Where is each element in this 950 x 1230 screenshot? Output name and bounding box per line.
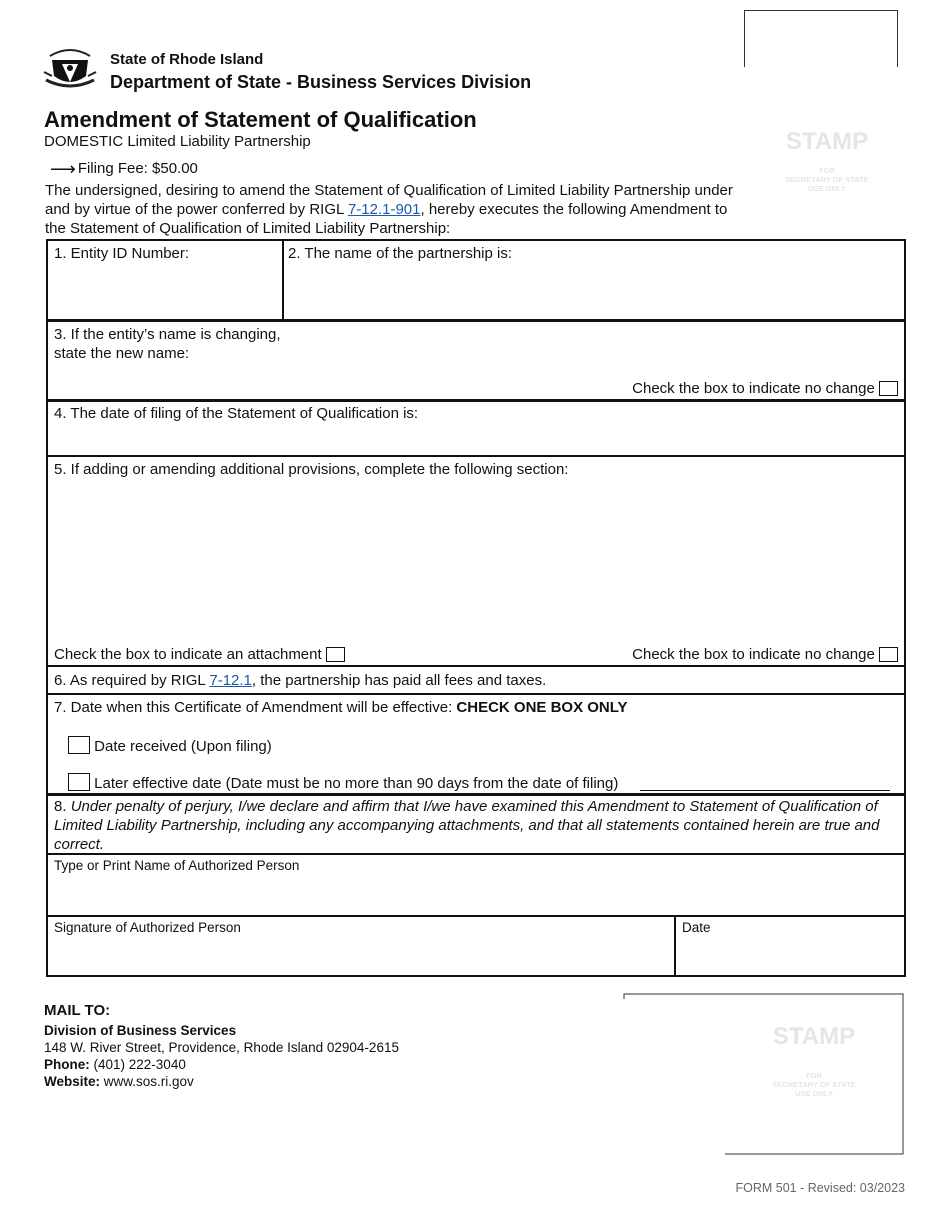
intro-text-end: , hereby executes the following Amendment to the Statement of Qualification of Limited Liability Partnership: bbox=[45, 201, 728, 237]
rigl-link-7-12-1[interactable]: 7-12.1 bbox=[209, 672, 252, 689]
phone-number: (401) 222-3040 bbox=[93, 1057, 186, 1072]
filing-fee-text: Filing Fee: $50.00 bbox=[77, 160, 198, 177]
perjury-declaration bbox=[54, 797, 900, 854]
declaration-text: Under penalty of perjury, I/we declare and affirm that I/we have examined this Amendment to Statement of Qualification of Limited Liability Partnership, including any accompanying attachments, and that all statements contained herein are true and correct. bbox=[54, 798, 880, 853]
fees-paid-statement bbox=[54, 672, 546, 689]
later-date-checkbox[interactable] bbox=[68, 773, 90, 791]
attachment-checkbox[interactable] bbox=[326, 647, 345, 662]
effective-date-label bbox=[54, 699, 628, 716]
stamp-line-2-bottom: SECRETARY OF STATE bbox=[772, 1080, 856, 1089]
partnership-name-label: 2. The name of the partnership is: bbox=[288, 245, 513, 262]
partnership-name-field[interactable] bbox=[288, 263, 898, 315]
no-change-name-checkbox[interactable] bbox=[879, 381, 898, 396]
phone-label: Phone: bbox=[44, 1057, 90, 1072]
mail-to-block bbox=[44, 1002, 399, 1090]
new-name-label-line-2: state the new name: bbox=[54, 345, 190, 362]
new-name-label bbox=[54, 325, 281, 363]
later-date-field[interactable] bbox=[640, 789, 890, 791]
entity-id-field[interactable] bbox=[54, 263, 278, 315]
stamp-line-1: FOR bbox=[819, 166, 835, 175]
stamp-area-bottom bbox=[739, 1023, 889, 1098]
form-number: FORM 501 - Revised: 03/2023 bbox=[735, 1181, 905, 1195]
amendment-form bbox=[46, 239, 906, 977]
mail-to-heading: MAIL TO: bbox=[44, 1002, 111, 1019]
option-later-date-row bbox=[68, 773, 618, 792]
print-name-field[interactable] bbox=[54, 877, 894, 911]
website-line bbox=[44, 1073, 399, 1090]
date-label: Date bbox=[682, 920, 711, 935]
no-change-provisions-label: Check the box to indicate no change bbox=[632, 646, 875, 663]
filing-date-field[interactable] bbox=[54, 425, 894, 451]
phone-line bbox=[44, 1056, 399, 1073]
check-one-box-only: CHECK ONE BOX ONLY bbox=[456, 699, 628, 716]
effective-date-text: 7. Date when this Certificate of Amendment will be effective: bbox=[54, 699, 457, 716]
provisions-textarea[interactable] bbox=[54, 483, 894, 639]
mail-address: 148 W. River Street, Providence, Rhode Island 02904-2615 bbox=[44, 1040, 399, 1055]
page-title: Amendment of Statement of Qualification bbox=[44, 107, 477, 132]
rigl-link-7-12-1-901[interactable]: 7-12.1-901 bbox=[347, 201, 421, 218]
new-name-field[interactable] bbox=[288, 341, 648, 371]
stamp-line-1-bottom: FOR bbox=[806, 1071, 822, 1080]
attachment-row bbox=[54, 646, 345, 663]
website-label: Website: bbox=[44, 1074, 101, 1089]
website-url: www.sos.ri.gov bbox=[103, 1074, 194, 1089]
fees-paid-text-end: , the partnership has paid all fees and taxes. bbox=[251, 672, 547, 689]
later-date-label: Later effective date (Date must be no more than 90 days from the date of filing) bbox=[94, 775, 619, 792]
stamp-box-top-frame bbox=[744, 10, 898, 67]
stamp-area-top bbox=[752, 128, 902, 193]
entity-id-label: 1. Entity ID Number: bbox=[54, 245, 190, 262]
state-name: State of Rhode Island bbox=[110, 51, 264, 68]
filing-date-label: 4. The date of filing of the Statement of Qualification is: bbox=[54, 405, 419, 422]
fees-paid-text-start: 6. As required by RIGL bbox=[54, 672, 210, 689]
signature-label: Signature of Authorized Person bbox=[54, 920, 241, 935]
page-subtitle: DOMESTIC Limited Liability Partnership bbox=[44, 133, 311, 150]
no-change-provisions-row bbox=[632, 646, 898, 663]
print-name-label: Type or Print Name of Authorized Person bbox=[54, 858, 300, 873]
provisions-label: 5. If adding or amending additional provisions, complete the following section: bbox=[54, 461, 569, 478]
arrow-right-icon: ⟶ bbox=[50, 158, 76, 179]
stamp-word-bottom: STAMP bbox=[772, 1023, 856, 1050]
option-date-received-row bbox=[68, 736, 272, 755]
filing-fee bbox=[50, 160, 198, 177]
department-name: Department of State - Business Services Division bbox=[110, 72, 532, 92]
date-received-label: Date received (Upon filing) bbox=[94, 738, 272, 755]
stamp-line-3: USE ONLY bbox=[808, 184, 846, 193]
stamp-box-bottom bbox=[623, 993, 904, 1155]
intro-paragraph bbox=[45, 181, 735, 238]
stamp-line-2: SECRETARY OF STATE bbox=[785, 175, 869, 184]
attachment-label: Check the box to indicate an attachment bbox=[54, 646, 322, 663]
declaration-number: 8. bbox=[54, 798, 67, 815]
intro-text-start: The undersigned, desiring to amend the Statement of Qualification of Limited Liability Partnership under and by virtue of the power conferred by RIGL bbox=[45, 182, 733, 218]
date-received-checkbox[interactable] bbox=[68, 736, 90, 754]
signature-field[interactable] bbox=[54, 939, 666, 971]
date-field[interactable] bbox=[682, 939, 896, 971]
new-name-label-line-1: 3. If the entity’s name is changing, bbox=[54, 326, 281, 343]
no-change-provisions-checkbox[interactable] bbox=[879, 647, 898, 662]
stamp-word: STAMP bbox=[785, 128, 869, 155]
no-change-name-row bbox=[632, 380, 898, 397]
no-change-name-label: Check the box to indicate no change bbox=[632, 380, 875, 397]
division-name: Division of Business Services bbox=[44, 1023, 237, 1038]
state-seal-icon bbox=[42, 42, 98, 92]
stamp-line-3-bottom: USE ONLY bbox=[795, 1089, 833, 1098]
